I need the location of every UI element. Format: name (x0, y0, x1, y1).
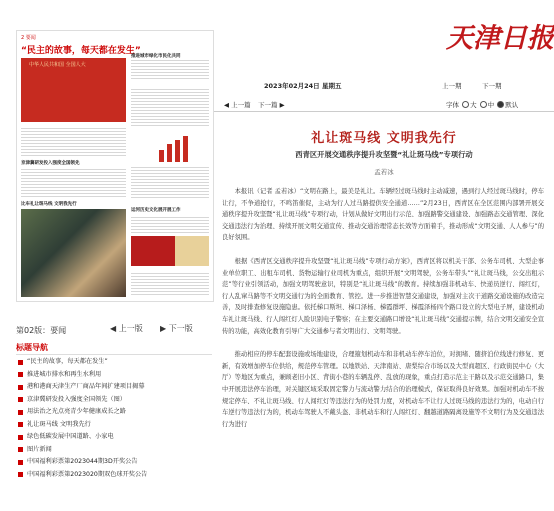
next-issue-link[interactable]: 下一期 (482, 82, 502, 90)
nav-item-label[interactable]: 用法治之光点亮青少年健康成长之路 (27, 408, 126, 415)
font-size-big-label: 大 (470, 101, 477, 109)
font-size-radio-big[interactable] (462, 101, 469, 108)
font-size-mid-label: 中 (487, 101, 495, 109)
page-section-line (16, 325, 66, 336)
article-author: 孟若冰 (374, 168, 394, 176)
thumbnail-banner-text: 中华人民共和国 全国人大 (29, 62, 86, 68)
nav-item-label[interactable]: 推进城市排水和再生水利用 (27, 370, 102, 378)
headline-nav-list (18, 356, 147, 481)
nav-item[interactable] (18, 469, 147, 482)
newspaper-page-thumbnail[interactable] (16, 30, 214, 302)
nav-item[interactable] (18, 381, 147, 394)
issue-date (264, 81, 341, 90)
nav-item-label[interactable]: “民主的故事，每天都在发生” (27, 358, 108, 365)
bullet-icon (18, 460, 23, 465)
nav-item-label[interactable]: 中国福利彩票第2023020期双色球开奖公告 (27, 470, 148, 478)
header-divider (214, 111, 554, 112)
newspaper-logo-text: 天津日报 (446, 23, 554, 54)
bullet-icon (18, 472, 23, 477)
next-page-label: 下一版 (168, 324, 193, 333)
thumbnail-text-block[interactable] (131, 165, 209, 199)
thumbnail-text-block[interactable] (131, 215, 209, 233)
thumbnail-text-block[interactable] (131, 58, 209, 80)
article-paragraph: 推动相应的停车配套设施或场地建设，合理箍划机动车和非机动车停车泊位，对拥堵、随挤泊位线进行修复、更新，有效增加停车位供给，规范停车管理。以地铁站、天津南站、唐梨综合市场以及大型商超区、行政街民中心（大厅）等地区为重点，兼顾老旧小区、背街小巷的车辆乱停、乱放的现象，重点打造示范主干路以及示范交通路口，集中开展违法停车治理，对关键区域采取固定警力与流动警力结合的治理模式，保证取得良好效果。加强对机动车不按规定停车、不礼让斑马线、行人闯红灯等违法行为的处罚力度，对机动车不让行人过斑马线的违法行为的，电动自行车逆行等违法行为的，机动车驾驶人不戴头盔、非机动车和行人闯红灯、翻越道路隔离设施等不文明行为及交通违法行为进行 (222, 351, 544, 428)
thumbnail-section-title[interactable]: 京津冀研发投入强度全国领先 (21, 161, 80, 166)
bullet-icon (18, 410, 23, 415)
bullet-icon (18, 422, 23, 427)
article-paragraph: 本报讯（记者 孟若冰）“文明在路上，最美是礼让。车辆经过斑马线时主动减速，遇到行人经过斑马线时，停车让行，不争道抢行，不鸣笛催促，主动为行人过马路提供安全通道……”2月23日，西青区在全区范围内部署开展交通秩序提升攻坚暨“礼让斑马线”专项行动，计划从做好文明出行示范、加强路警交通建设、加强路态交通管理、深化交通违法行为治理、持续开展文明交通宣传、推动交通治理常态长效等方面着手，推动形成“文明交通、人人参与”的良好氛围。 (222, 188, 544, 242)
next-page-button[interactable]: ▶ 下一版 (160, 324, 193, 333)
thumbnail-section-title[interactable]: 推进城市绿化市民化共同 (131, 54, 181, 59)
thumbnail-text-block[interactable] (21, 167, 126, 197)
font-size-radio-default[interactable] (497, 101, 504, 108)
thumbnail-banner[interactable] (21, 58, 126, 122)
article-paragraph: 根据《西青区交通秩序提升攻坚暨“礼让斑马线”专项行动方案》，西青区将以机关干部、公务车司机、大型企事业单位职工、出租车司机、货物运输行业司机为重点，组织开展“文明驾驶，公务车带头”“礼让斑马线，公交出租示范”等行业引领活动，加强文明驾驶意识，特别是“礼让斑马线”的教育。持续加强非机动车、快递员逆行、闯红灯，行人乱窜马路等不文明交通行为的全面教育、管控。进一步推进智慧交通建设，加强对主次干道路交通设施的改造完善，及时排查修复设施隐患。依托梯口斯坦、梯口泽杨、梯霞群坪、梯霞泽杨四个路口设立的大型电子屏，建设机动车礼让斑马线、行人闯红灯人脸识别电子警察；在主要交通路口增设“礼让斑马线”交通提示牌，结合文明交通安全宣传的功能，高效化教育引导广大交通参与者文明出行、文明驾驶。 (222, 257, 544, 335)
thumbnail-section-title[interactable]: 比车礼让斑马线 文明我先行 (21, 202, 77, 207)
nav-item-label[interactable]: 礼让斑马线 文明我先行 (27, 420, 91, 428)
thumbnail-page-number: 2 要闻 (21, 35, 36, 41)
nav-item-label[interactable]: 港和港商天津生产厂商品年间扩建项目揭幕 (27, 383, 145, 390)
nav-item-label[interactable]: 图片新闻 (27, 445, 52, 453)
thumbnail-text-block[interactable] (131, 271, 209, 297)
nav-item[interactable] (18, 419, 147, 432)
thumbnail-advertisement-logo (175, 236, 209, 266)
newspaper-logo (444, 16, 554, 56)
thumbnail-chart[interactable] (157, 134, 197, 162)
prev-page-button[interactable]: ◀ 上一版 (110, 324, 143, 333)
bullet-icon (18, 397, 23, 402)
font-size-label: 字体 (446, 101, 459, 109)
prev-article-link[interactable]: ◀ 上一篇 (224, 101, 251, 109)
bullet-icon (18, 435, 23, 440)
nav-item[interactable] (18, 369, 147, 382)
nav-item-label[interactable]: 京津冀研发投入强度全国领先（图） (27, 395, 126, 403)
issue-weekday: 星期五 (321, 82, 342, 90)
nav-item-label[interactable]: 中国福利彩票第2023044期3D开奖公告 (27, 458, 138, 465)
nav-item[interactable] (18, 356, 147, 369)
font-size-default-label: 默认 (505, 101, 519, 109)
bullet-icon (18, 447, 23, 452)
next-article-link[interactable]: 下一篇 ▶ (258, 101, 285, 109)
prev-issue-link[interactable]: 上一期 (442, 82, 462, 90)
article-panel (214, 0, 554, 511)
thumbnail-text-block[interactable] (131, 87, 209, 127)
nav-item[interactable] (18, 444, 147, 457)
page-label: 第02版： (16, 326, 51, 335)
thumbnail-headline[interactable]: “民主的故事，每天都在发生” (21, 46, 141, 56)
issue-date-text: 2023年02月24日 (264, 82, 320, 90)
nav-item[interactable] (18, 406, 147, 419)
bullet-icon (18, 372, 23, 377)
prev-page-label: 上一版 (118, 324, 143, 333)
page-section-name[interactable]: 要闻 (50, 326, 67, 335)
bullet-icon (18, 360, 23, 365)
nav-divider (16, 354, 212, 355)
article-subtitle: 西青区开展交通秩序提升攻坚暨“礼让斑马线”专项行动 (295, 150, 473, 159)
nav-item[interactable] (18, 394, 147, 407)
article-title: 礼让斑马线 文明我先行 (311, 131, 457, 146)
font-size-radio-mid[interactable] (480, 101, 487, 108)
font-size-control (446, 100, 518, 109)
thumbnail-text-block[interactable] (21, 126, 126, 156)
bullet-icon (18, 385, 23, 390)
nav-item[interactable] (18, 431, 147, 444)
thumbnail-photo[interactable] (21, 209, 126, 297)
article-body (222, 186, 544, 442)
nav-item[interactable] (18, 456, 147, 469)
thumbnail-section-title[interactable]: 运河历史文化展开展工作 (131, 208, 181, 213)
nav-item-label[interactable]: 绿色低碳发展中国道路、小家电 (27, 433, 114, 440)
nav-title: 标题导航 (16, 343, 48, 352)
page-sidebar (0, 0, 214, 511)
